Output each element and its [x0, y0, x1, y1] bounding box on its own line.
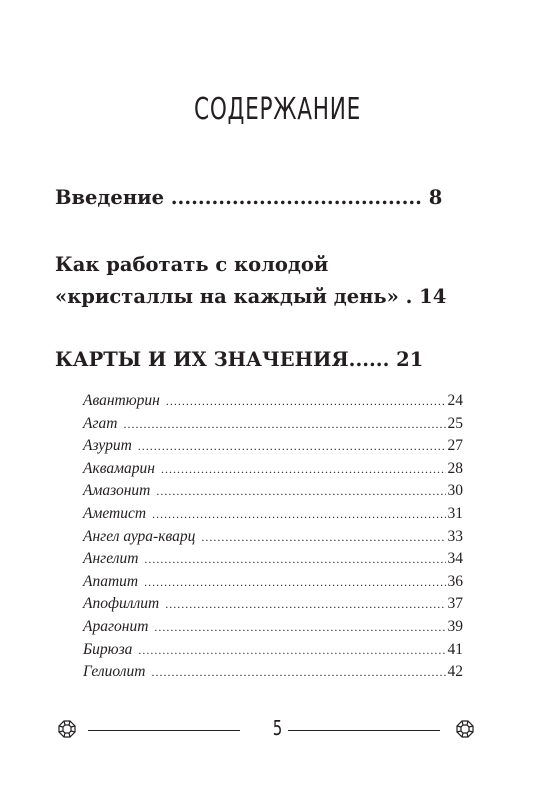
dot-leader [144, 575, 445, 590]
dot-leader [154, 620, 445, 635]
toc-entry [83, 392, 463, 415]
toc-entry-page: 25 [447, 414, 463, 432]
toc-entry-name: Ангелит [83, 550, 139, 568]
toc-entry-page: 37 [447, 595, 463, 613]
toc-entry-page: 28 [447, 459, 463, 477]
dot-leader [138, 643, 445, 658]
toc-entry-page: 27 [447, 437, 463, 455]
dot-leader [138, 439, 446, 454]
toc-entry-page: 24 [447, 392, 463, 409]
toc-entry-page: 33 [447, 527, 463, 545]
dot-leader [165, 597, 445, 612]
toc-entry-name: Авантюрин [83, 392, 160, 409]
dot-leader [144, 552, 445, 567]
toc-entry-page: 34 [447, 550, 463, 568]
toc-entry-name: Азурит [83, 437, 132, 455]
page-title: СОДЕРЖАНИЕ [194, 92, 361, 127]
toc-entry-list [83, 392, 463, 686]
toc-entry-name: Агат [83, 414, 118, 432]
toc-entry-page: 36 [447, 572, 463, 590]
toc-entry-name: Аквамарин [83, 459, 155, 477]
toc-section-introduction: Введение ..................................... 8 [55, 186, 443, 209]
toc-entry-name: Апофиллит [83, 595, 160, 613]
toc-entry [83, 415, 463, 438]
toc-section-deck-guide-line-2: «кристаллы на каждый день» . 14 [55, 285, 447, 308]
toc-entry [83, 663, 463, 686]
toc-entry-name: Ангел аура-кварц [83, 527, 196, 545]
toc-entry [83, 573, 463, 596]
dot-leader [123, 417, 445, 432]
toc-entry [83, 550, 463, 573]
toc-entry-name: Апатит [83, 572, 139, 590]
toc-entry-page: 31 [447, 504, 463, 522]
toc-entry-page: 30 [447, 482, 463, 500]
toc-entry [83, 528, 463, 551]
toc-entry [83, 460, 463, 483]
toc-entry-name: Аметист [83, 504, 147, 522]
toc-entry-page: 39 [447, 617, 463, 635]
footer-divider-right [288, 730, 440, 731]
dot-leader [161, 462, 446, 477]
toc-entry-name: Амазонит [83, 482, 151, 500]
toc-entry-page: 42 [447, 663, 463, 681]
toc-entry-name: Гелиолит [83, 663, 146, 681]
crystal-ornament-icon [456, 720, 474, 738]
dot-leader [152, 507, 445, 522]
toc-entry [83, 482, 463, 505]
page-number: 5 [272, 716, 283, 740]
toc-entry [83, 641, 463, 664]
page-footer [0, 716, 555, 746]
toc-entry-page: 41 [447, 640, 463, 658]
toc-section-cards-meanings: КАРТЫ И ИХ ЗНАЧЕНИЯ...... 21 [55, 348, 424, 371]
dot-leader [156, 484, 445, 499]
toc-entry [83, 505, 463, 528]
toc-entry-name: Арагонит [83, 617, 149, 635]
toc-entry [83, 595, 463, 618]
toc-entry-name: Бирюза [83, 640, 133, 658]
dot-leader [201, 530, 445, 545]
dot-leader [151, 665, 445, 680]
toc-entry [83, 618, 463, 641]
toc-entry [83, 437, 463, 460]
dot-leader [166, 394, 446, 409]
toc-section-deck-guide-line-1: Как работать с колодой [55, 253, 329, 276]
